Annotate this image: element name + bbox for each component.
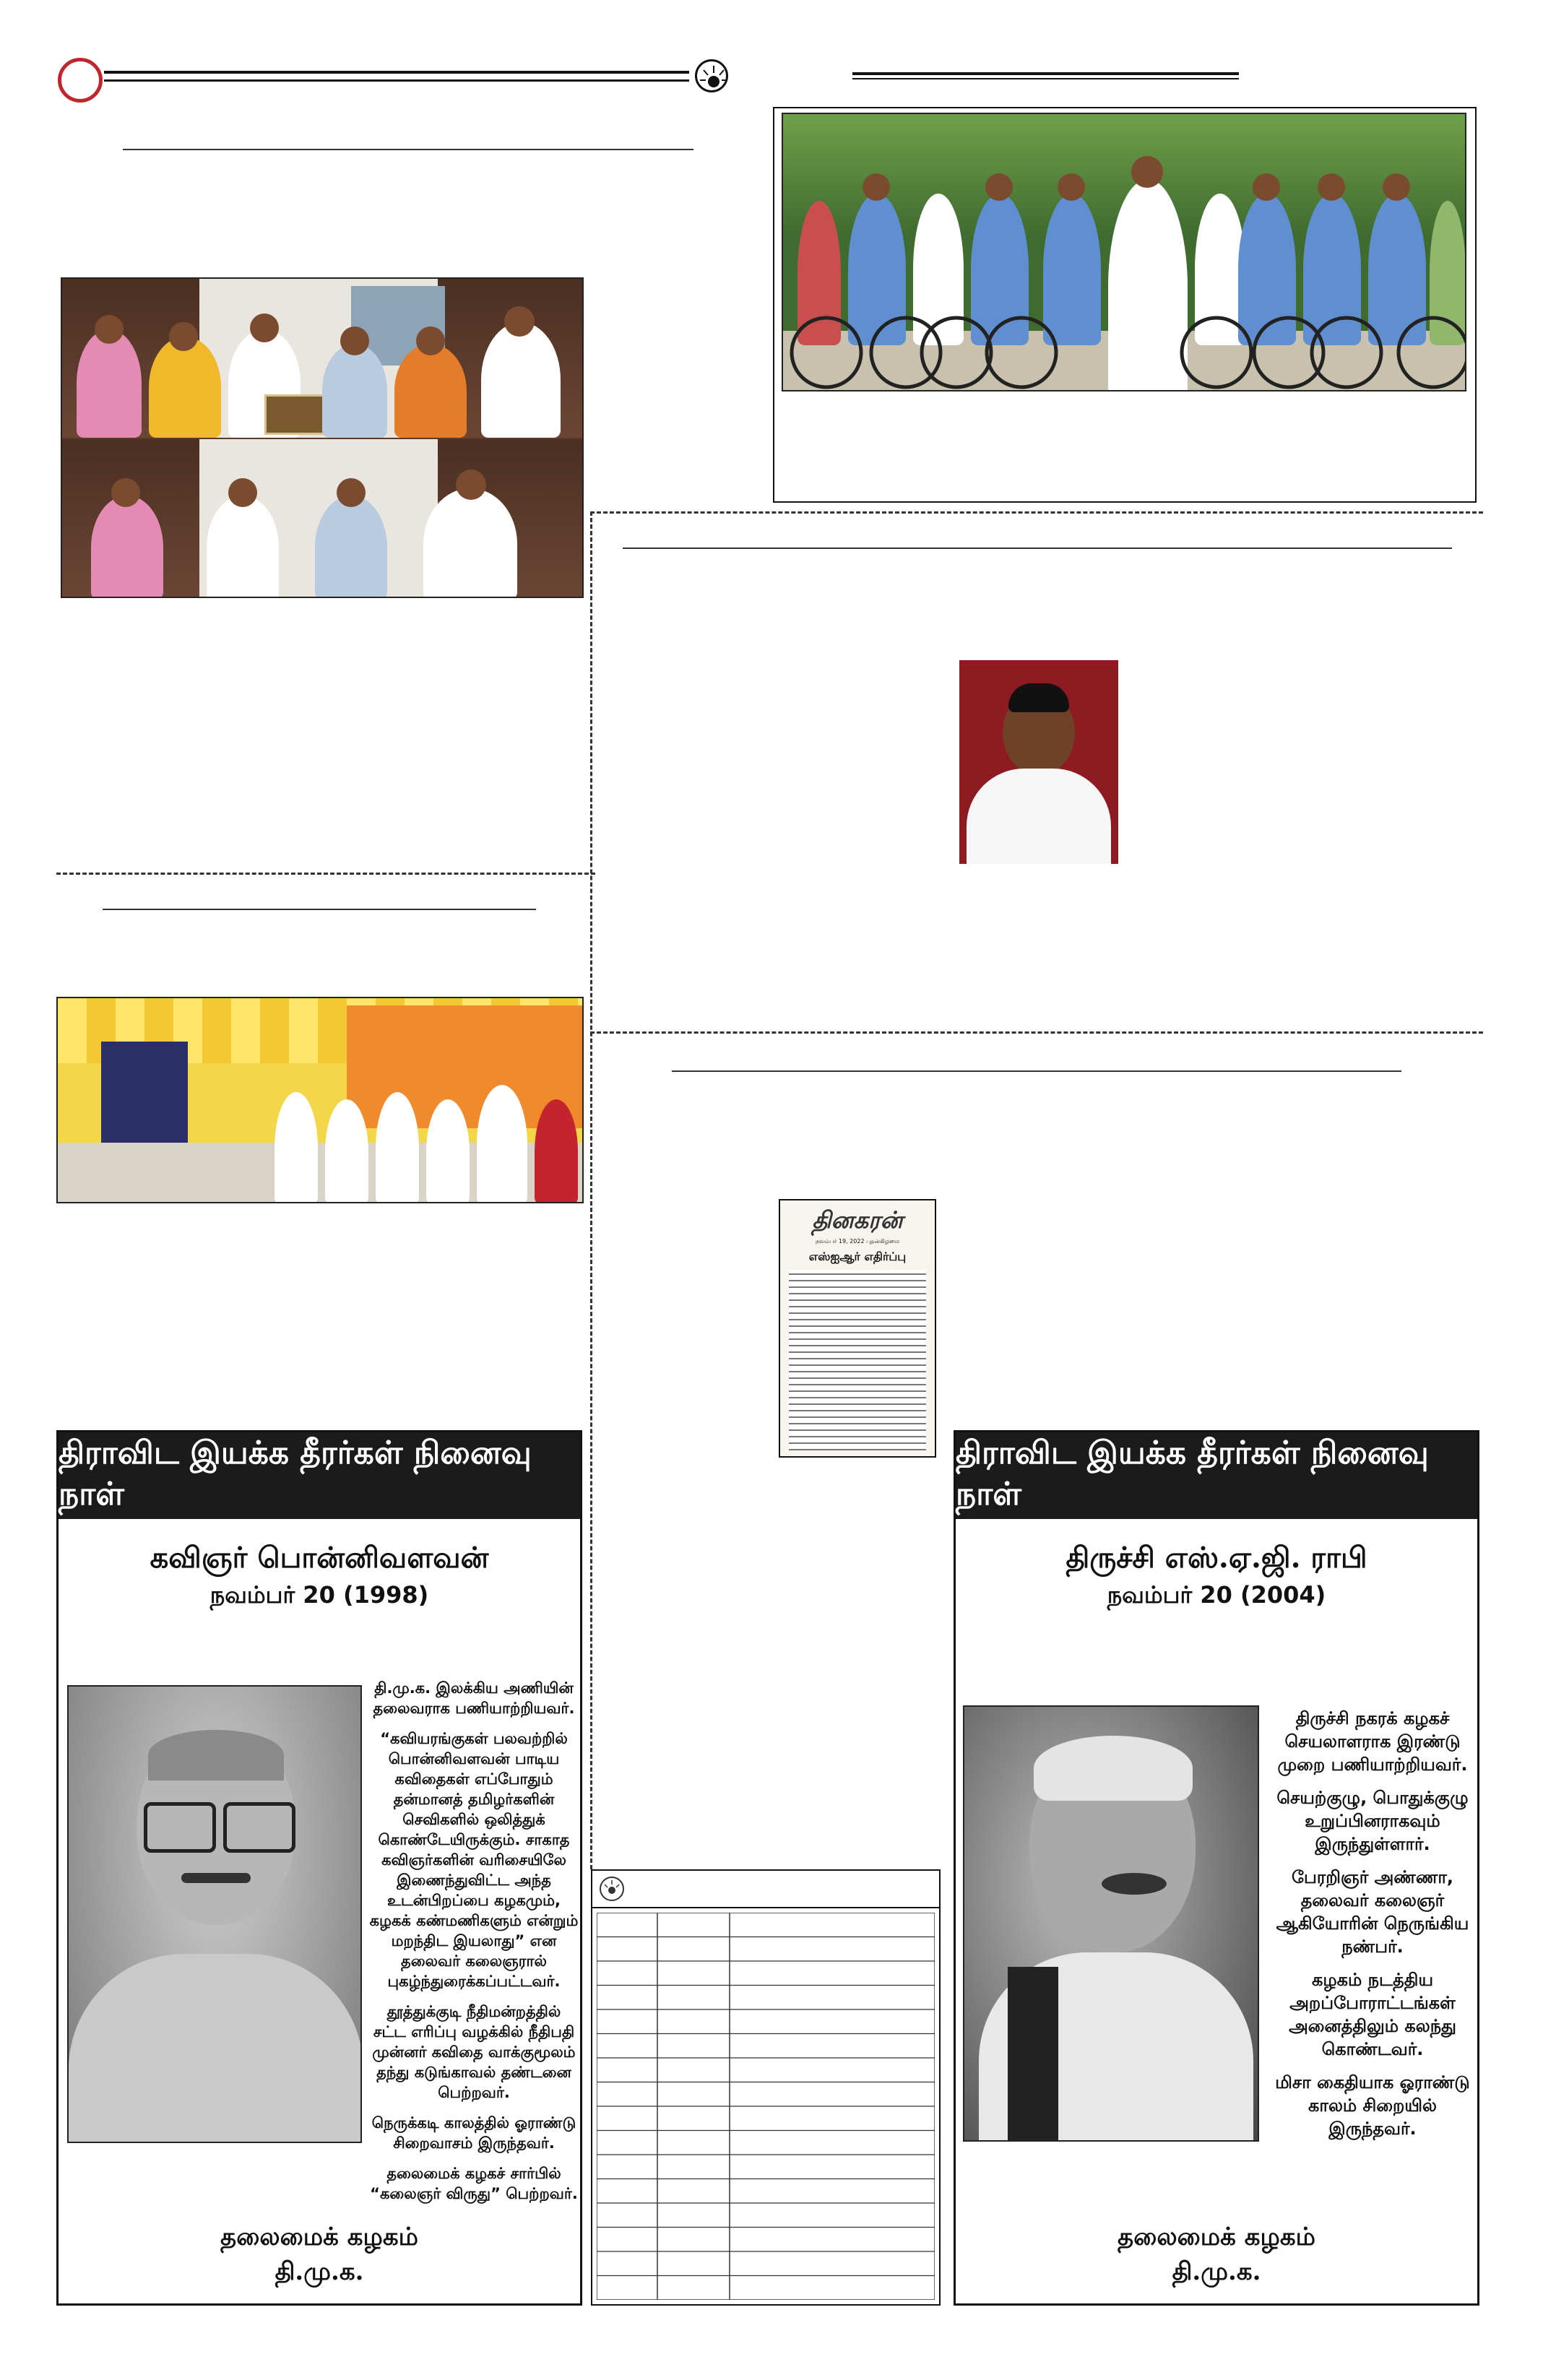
article-4-portrait <box>959 660 1118 864</box>
left-column-divider-1 <box>56 873 595 875</box>
tribute-bio <box>1269 1707 1476 2150</box>
tribute-banner: திராவிட இயக்க தீரர்கள் நினைவு நாள் <box>59 1432 580 1519</box>
tribute-date: நவம்பர் 20 (2004) <box>1107 1581 1326 1609</box>
article-1-photo <box>61 277 584 598</box>
tribute-bio-para: கழகம் நடத்திய அறப்போராட்டங்கள் அனைத்திலும் கலந்து கொண்டவர். <box>1289 1970 1456 2059</box>
tribute-card-rabi <box>954 1430 1479 2306</box>
tribute-portrait <box>963 1705 1259 2142</box>
clipping-body <box>789 1270 926 1450</box>
clipping-dateline: நவம்பர் 19, 2022 புதன்கிழமை <box>816 1238 899 1245</box>
tribute-banner: திராவிட இயக்க தீரர்கள் நினைவு நாள் <box>956 1432 1477 1519</box>
schedule-table-box <box>591 1869 941 2306</box>
right-header-rule-2 <box>852 78 1239 79</box>
masthead-rule-top <box>104 71 689 74</box>
tribute-bio-para: தூத்துக்குடி நீதிமன்றத்தில் சட்ட எரிப்பு வழக்கில் நீதிபதி முன்னர் கவிதை வாக்குமூலம் தந்து கடுங்காவல் தண்டனை பெற்றவர். <box>372 2003 576 2101</box>
clipping-masthead: தினகரன் <box>812 1206 903 1234</box>
tribute-card-ponnivalavan <box>56 1430 582 2306</box>
tribute-bio-para: செயற்குழு, பொதுக்குழு உறுப்பினராகவும் இருந்துள்ளார். <box>1276 1788 1469 1854</box>
page-corner-circle <box>58 58 103 103</box>
right-column-divider-1 <box>590 511 1483 514</box>
dmk-seal-icon <box>600 1877 624 1901</box>
article-4-heading-rule <box>623 548 1452 549</box>
newspaper-clipping <box>779 1199 936 1458</box>
article-2-photo <box>56 997 584 1203</box>
article-2-heading-rule <box>103 909 536 910</box>
center-column-divider <box>590 511 592 1869</box>
tribute-bio-para: பேரறிஞர் அண்ணா, தலைவர் கலைஞர் ஆகியோரின் நெருங்கிய நண்பர். <box>1276 1867 1469 1957</box>
tribute-bio-para: மிசா கைதியாக ஓராண்டு காலம் சிறையில் இருந்தவர். <box>1275 2072 1470 2139</box>
article-3-photo <box>782 113 1466 391</box>
article-1-heading-rule <box>123 149 693 150</box>
tribute-portrait <box>67 1685 362 2143</box>
tribute-bio-para: “கவியரங்குகள் பலவற்றில் பொன்னிவளவன் பாடிய கவிதைகள் எப்போதும் தன்மானத் தமிழர்களின் செவிகளில் ஒலித்துக் கொண்டேயிருக்கும். சாகாத கவிஞர்களின் வரிசையிலே இணைந்துவிட்ட அந்த உடன்பிறப்பை கழகமும், கழகக் கண்மணிகளும் என்றும் மறந்திட இயலாது” என தலைவர் கலைஞரால் புகழ்ந்துரைக்கப்பட்டவர். <box>369 1730 579 1990</box>
article-5-heading-rule <box>672 1070 1401 1072</box>
tribute-bio <box>369 1678 579 2214</box>
tribute-date: நவம்பர் 20 (1998) <box>209 1581 429 1609</box>
clipping-headline: எஸ்ஐஆர் எதிர்ப்பு <box>808 1250 907 1263</box>
tribute-name: கவிஞர் பொன்னிவளவன் <box>150 1541 489 1575</box>
tribute-name: திருச்சி எஸ்.ஏ.ஜி. ராபி <box>1066 1541 1367 1575</box>
masthead-rule-bottom <box>104 79 689 82</box>
schedule-table-grid <box>597 1913 935 2300</box>
tribute-bio-para: நெருக்கடி காலத்தில் ஓராண்டு சிறைவாசம் இருந்தவர். <box>371 2114 576 2152</box>
tribute-signature-1: தலைமைக் கழகம் <box>1118 2223 1315 2251</box>
tribute-signature-2: தி.மு.க. <box>275 2257 364 2286</box>
tribute-signature-1: தலைமைக் கழகம் <box>220 2223 418 2251</box>
tribute-bio-para: தலைமைக் கழகச் சார்பில் “கலைஞர் விருது” பெற்றவர். <box>370 2165 578 2202</box>
right-header-rule <box>852 72 1239 75</box>
rising-sun-icon <box>695 59 728 92</box>
tribute-bio-para: தி.மு.க. இலக்கிய அணியின் தலைவராக பணியாற்றியவர். <box>373 1679 575 1717</box>
right-column-divider-2 <box>590 1031 1483 1034</box>
tribute-signature-2: தி.மு.க. <box>1172 2257 1261 2286</box>
tribute-bio-para: திருச்சி நகரக் கழகச் செயலாளராக இரண்டு முறை பணியாற்றியவர். <box>1277 1708 1468 1775</box>
article-3-box <box>773 107 1477 503</box>
